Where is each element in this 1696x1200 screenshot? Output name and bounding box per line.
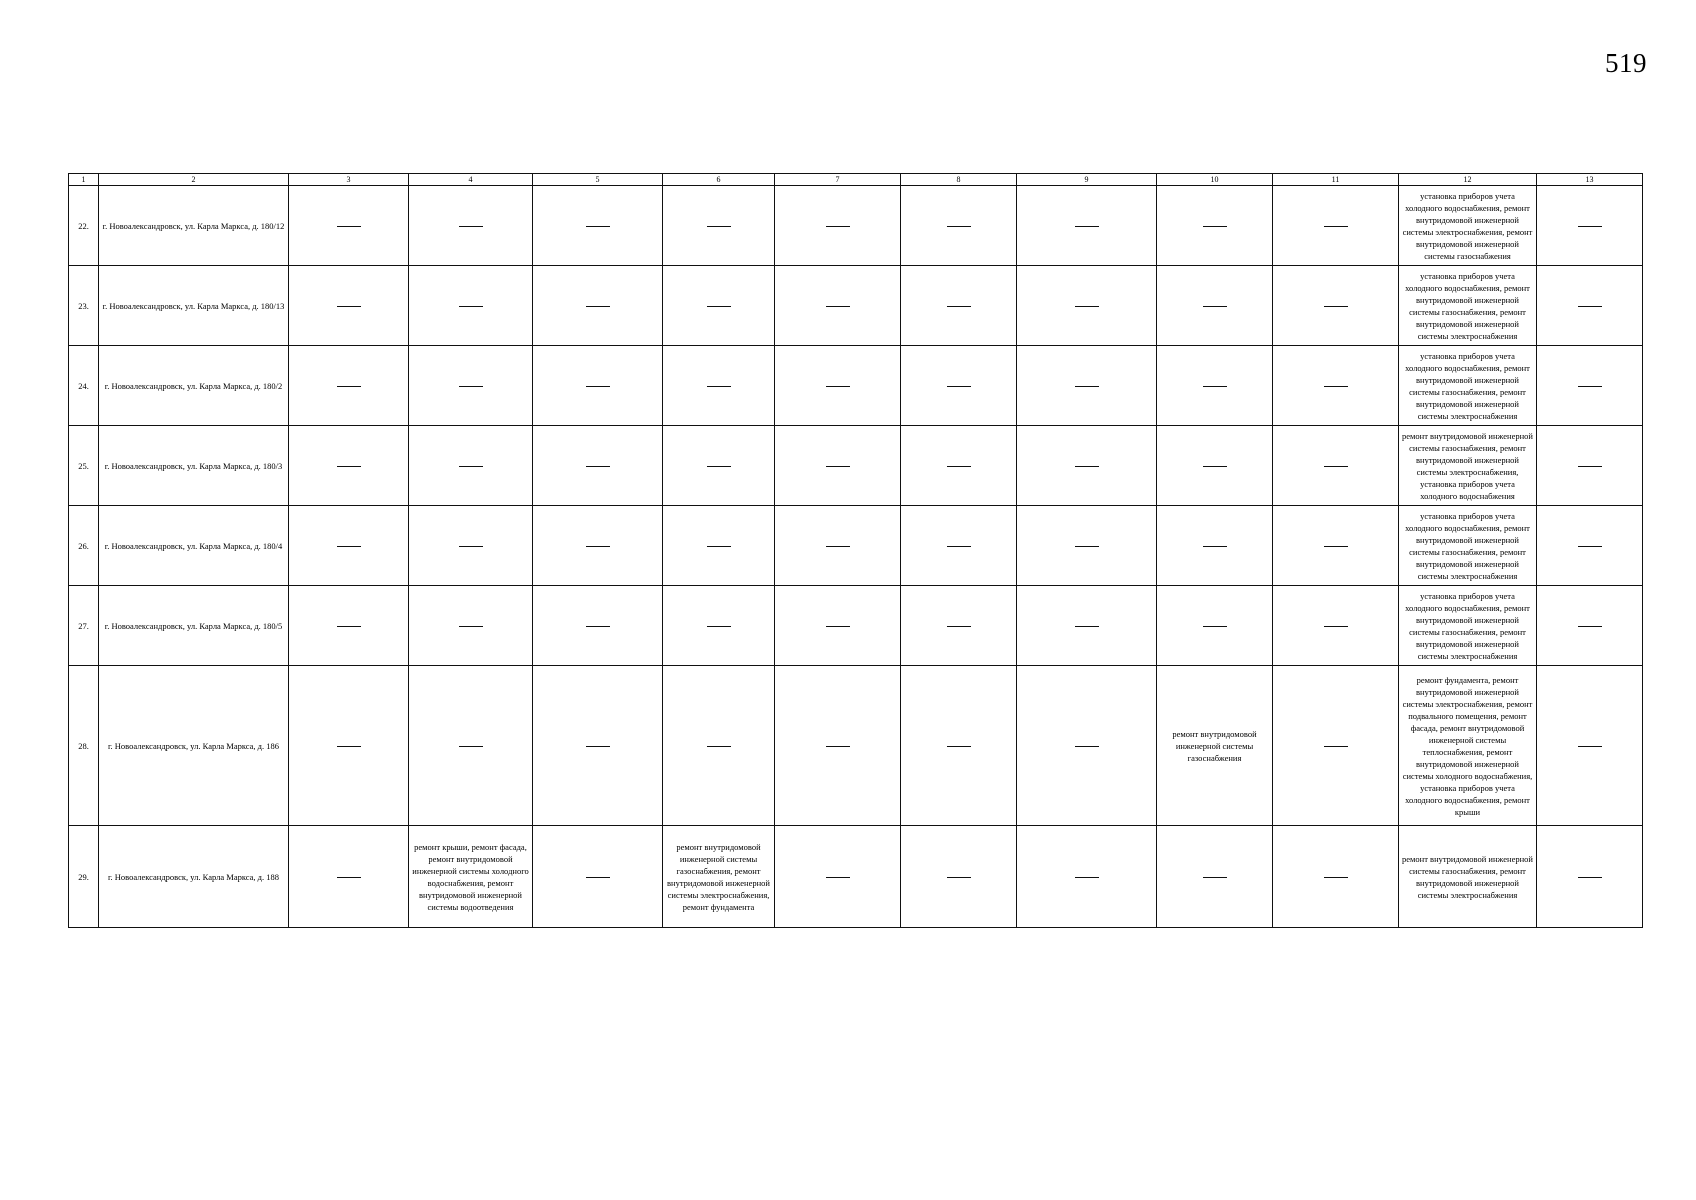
cell-text: ремонт внутридомовой инженерной системы газоснабжения (1172, 728, 1257, 763)
dash-mark (1075, 226, 1099, 227)
dash-mark (1203, 226, 1227, 227)
dash-mark (337, 226, 361, 227)
cell-col-10 (1157, 586, 1273, 666)
row-address: г. Новоалександровск, ул. Карла Маркса, д. 180/2 (99, 346, 289, 426)
cell-col-10 (1157, 506, 1273, 586)
cell-col-5 (533, 826, 663, 928)
cell-col-5 (533, 186, 663, 266)
dash-mark (1203, 386, 1227, 387)
cell-text: ремонт внутридомовой инженерной системы газоснабжения, ремонт внутридомовой инженерной системы электроснабжения (1402, 853, 1533, 900)
cell-col-4 (409, 586, 533, 666)
dash-mark (459, 386, 483, 387)
cell-col-7 (775, 666, 901, 826)
cell-col-6 (663, 826, 775, 928)
dash-mark (1075, 626, 1099, 627)
cell-col-9 (1017, 346, 1157, 426)
header-col-7: 7 (775, 174, 901, 186)
row-address: г. Новоалександровск, ул. Карла Маркса, д. 180/3 (99, 426, 289, 506)
cell-text: установка приборов учета холодного водоснабжения, ремонт внутридомовой инженерной системы электроснабжения, ремонт внутридомовой инженерной системы газоснабжения (1402, 190, 1533, 261)
cell-col-8 (901, 666, 1017, 826)
cell-col-7 (775, 266, 901, 346)
header-col-4: 4 (409, 174, 533, 186)
cell-col-3 (289, 186, 409, 266)
cell-col-7 (775, 586, 901, 666)
cell-col-3 (289, 426, 409, 506)
dash-mark (1578, 226, 1602, 227)
dash-mark (337, 746, 361, 747)
dash-mark (826, 546, 850, 547)
table-row (69, 426, 1643, 506)
dash-mark (707, 226, 731, 227)
row-number: 22. (69, 186, 99, 266)
table-row (69, 266, 1643, 346)
dash-mark (1324, 546, 1348, 547)
cell-col-3 (289, 826, 409, 928)
dash-mark (707, 626, 731, 627)
cell-col-12 (1399, 826, 1537, 928)
cell-col-9 (1017, 666, 1157, 826)
cell-col-10 (1157, 666, 1273, 826)
row-address: г. Новоалександровск, ул. Карла Маркса, д. 180/13 (99, 266, 289, 346)
dash-mark (337, 546, 361, 547)
cell-col-8 (901, 826, 1017, 928)
row-address: г. Новоалександровск, ул. Карла Маркса, д. 188 (99, 826, 289, 928)
cell-col-13 (1537, 426, 1643, 506)
header-col-3: 3 (289, 174, 409, 186)
dash-mark (1578, 386, 1602, 387)
dash-mark (1324, 466, 1348, 467)
dash-mark (1203, 626, 1227, 627)
dash-mark (1578, 546, 1602, 547)
header-col-11: 11 (1273, 174, 1399, 186)
dash-mark (1203, 877, 1227, 878)
cell-col-10 (1157, 426, 1273, 506)
dash-mark (459, 546, 483, 547)
cell-col-6 (663, 506, 775, 586)
cell-col-4 (409, 666, 533, 826)
dash-mark (826, 226, 850, 227)
dash-mark (1324, 386, 1348, 387)
cell-col-7 (775, 186, 901, 266)
cell-text: ремонт внутридомовой инженерной системы газоснабжения, ремонт внутридомовой инженерной системы электроснабжения, установка приборов учета холодного водоснабжения (1402, 430, 1533, 501)
cell-col-6 (663, 346, 775, 426)
cell-col-10 (1157, 346, 1273, 426)
dash-mark (1075, 306, 1099, 307)
row-number: 25. (69, 426, 99, 506)
row-number: 24. (69, 346, 99, 426)
cell-col-4 (409, 826, 533, 928)
cell-col-4 (409, 506, 533, 586)
dash-mark (1578, 746, 1602, 747)
cell-col-6 (663, 666, 775, 826)
row-address: г. Новоалександровск, ул. Карла Маркса, д. 180/12 (99, 186, 289, 266)
dash-mark (947, 746, 971, 747)
dash-mark (586, 306, 610, 307)
header-col-12: 12 (1399, 174, 1537, 186)
dash-mark (586, 546, 610, 547)
cell-col-10 (1157, 826, 1273, 928)
dash-mark (586, 386, 610, 387)
table-row (69, 666, 1643, 826)
cell-col-3 (289, 506, 409, 586)
cell-col-13 (1537, 586, 1643, 666)
dash-mark (337, 306, 361, 307)
cell-col-3 (289, 586, 409, 666)
dash-mark (337, 626, 361, 627)
dash-mark (337, 386, 361, 387)
dash-mark (1324, 626, 1348, 627)
cell-text: установка приборов учета холодного водоснабжения, ремонт внутридомовой инженерной системы газоснабжения, ремонт внутридомовой инженерной системы электроснабжения (1405, 270, 1530, 341)
dash-mark (459, 746, 483, 747)
cell-col-12 (1399, 266, 1537, 346)
cell-col-11 (1273, 826, 1399, 928)
dash-mark (707, 546, 731, 547)
cell-col-9 (1017, 266, 1157, 346)
dash-mark (826, 626, 850, 627)
table-row (69, 506, 1643, 586)
cell-col-3 (289, 346, 409, 426)
dash-mark (1578, 626, 1602, 627)
dash-mark (337, 877, 361, 878)
dash-mark (459, 226, 483, 227)
dash-mark (947, 546, 971, 547)
cell-col-11 (1273, 426, 1399, 506)
dash-mark (826, 386, 850, 387)
row-number: 26. (69, 506, 99, 586)
cell-col-11 (1273, 506, 1399, 586)
cell-text: установка приборов учета холодного водоснабжения, ремонт внутридомовой инженерной системы газоснабжения, ремонт внутридомовой инженерной системы электроснабжения (1405, 590, 1530, 661)
dash-mark (1075, 877, 1099, 878)
dash-mark (1075, 466, 1099, 467)
row-number: 27. (69, 586, 99, 666)
header-row (69, 174, 1643, 186)
cell-col-8 (901, 266, 1017, 346)
cell-col-6 (663, 266, 775, 346)
dash-mark (1075, 386, 1099, 387)
cell-col-6 (663, 426, 775, 506)
cell-col-13 (1537, 826, 1643, 928)
header-col-10: 10 (1157, 174, 1273, 186)
table-row (69, 346, 1643, 426)
dash-mark (586, 226, 610, 227)
cell-text: установка приборов учета холодного водоснабжения, ремонт внутридомовой инженерной системы газоснабжения, ремонт внутридомовой инженерной системы электроснабжения (1405, 510, 1530, 581)
cell-col-8 (901, 346, 1017, 426)
cell-col-12 (1399, 426, 1537, 506)
table-row (69, 826, 1643, 928)
cell-text: ремонт фундамента, ремонт внутридомовой инженерной системы электроснабжения, ремонт подвального помещения, ремонт фасада, ремонт внутридомовой инженерной системы теплоснабжения, ремонт внутридомовой инженерной системы холодного водоснабжения, установка приборов учета холодного водоснабжения, ремонт крыши (1402, 674, 1533, 817)
cell-col-7 (775, 826, 901, 928)
cell-col-4 (409, 346, 533, 426)
table-row (69, 586, 1643, 666)
cell-col-9 (1017, 826, 1157, 928)
dash-mark (1203, 306, 1227, 307)
header-col-9: 9 (1017, 174, 1157, 186)
cell-col-13 (1537, 186, 1643, 266)
dash-mark (459, 466, 483, 467)
cell-col-12 (1399, 666, 1537, 826)
cell-col-8 (901, 506, 1017, 586)
header-col-6: 6 (663, 174, 775, 186)
cell-col-7 (775, 506, 901, 586)
dash-mark (707, 746, 731, 747)
dash-mark (459, 626, 483, 627)
row-number: 23. (69, 266, 99, 346)
header-col-8: 8 (901, 174, 1017, 186)
cell-col-7 (775, 346, 901, 426)
cell-col-9 (1017, 426, 1157, 506)
cell-col-9 (1017, 186, 1157, 266)
dash-mark (1578, 466, 1602, 467)
cell-text: ремонт внутридомовой инженерной системы газоснабжения, ремонт внутридомовой инженерной системы электроснабжения, ремонт фундамента (667, 841, 770, 912)
cell-col-5 (533, 266, 663, 346)
dash-mark (586, 626, 610, 627)
cell-col-12 (1399, 346, 1537, 426)
cell-text: установка приборов учета холодного водоснабжения, ремонт внутридомовой инженерной системы газоснабжения, ремонт внутридомовой инженерной системы электроснабжения (1405, 350, 1530, 421)
cell-col-13 (1537, 506, 1643, 586)
dash-mark (947, 306, 971, 307)
dash-mark (826, 877, 850, 878)
cell-col-9 (1017, 506, 1157, 586)
dash-mark (337, 466, 361, 467)
cell-col-5 (533, 426, 663, 506)
dash-mark (1075, 746, 1099, 747)
dash-mark (586, 746, 610, 747)
row-address: г. Новоалександровск, ул. Карла Маркса, д. 180/4 (99, 506, 289, 586)
header-col-5: 5 (533, 174, 663, 186)
dash-mark (947, 226, 971, 227)
dash-mark (826, 746, 850, 747)
cell-col-10 (1157, 266, 1273, 346)
dash-mark (586, 877, 610, 878)
dash-mark (826, 306, 850, 307)
page-number: 519 (1605, 48, 1647, 78)
dash-mark (947, 626, 971, 627)
cell-col-12 (1399, 586, 1537, 666)
cell-col-8 (901, 586, 1017, 666)
row-number: 28. (69, 666, 99, 826)
cell-col-6 (663, 586, 775, 666)
row-number: 29. (69, 826, 99, 928)
cell-col-3 (289, 666, 409, 826)
dash-mark (1324, 226, 1348, 227)
cell-text: ремонт крыши, ремонт фасада, ремонт внутридомовой инженерной системы холодного водоснабжения, ремонт внутридомовой инженерной системы водоотведения (412, 841, 529, 912)
cell-col-13 (1537, 666, 1643, 826)
dash-mark (707, 466, 731, 467)
cell-col-12 (1399, 186, 1537, 266)
header-col-1: 1 (69, 174, 99, 186)
cell-col-4 (409, 426, 533, 506)
dash-mark (1324, 746, 1348, 747)
cell-col-5 (533, 506, 663, 586)
cell-col-8 (901, 426, 1017, 506)
cell-col-9 (1017, 586, 1157, 666)
cell-col-5 (533, 666, 663, 826)
cell-col-7 (775, 426, 901, 506)
dash-mark (1324, 306, 1348, 307)
row-address: г. Новоалександровск, ул. Карла Маркса, д. 186 (99, 666, 289, 826)
dash-mark (1578, 306, 1602, 307)
header-col-2: 2 (99, 174, 289, 186)
cell-col-8 (901, 186, 1017, 266)
dash-mark (1324, 877, 1348, 878)
dash-mark (586, 466, 610, 467)
dash-mark (1075, 546, 1099, 547)
cell-col-11 (1273, 346, 1399, 426)
dash-mark (1203, 546, 1227, 547)
dash-mark (707, 386, 731, 387)
dash-mark (947, 877, 971, 878)
dash-mark (947, 386, 971, 387)
cell-col-13 (1537, 266, 1643, 346)
dash-mark (459, 306, 483, 307)
header-col-13: 13 (1537, 174, 1643, 186)
dash-mark (1203, 466, 1227, 467)
row-address: г. Новоалександровск, ул. Карла Маркса, д. 180/5 (99, 586, 289, 666)
works-table (68, 173, 1643, 928)
cell-col-5 (533, 346, 663, 426)
cell-col-5 (533, 586, 663, 666)
cell-col-11 (1273, 266, 1399, 346)
cell-col-11 (1273, 586, 1399, 666)
cell-col-10 (1157, 186, 1273, 266)
dash-mark (1578, 877, 1602, 878)
dash-mark (826, 466, 850, 467)
cell-col-11 (1273, 666, 1399, 826)
cell-col-6 (663, 186, 775, 266)
dash-mark (707, 306, 731, 307)
cell-col-3 (289, 266, 409, 346)
cell-col-11 (1273, 186, 1399, 266)
cell-col-4 (409, 266, 533, 346)
cell-col-4 (409, 186, 533, 266)
table-row (69, 186, 1643, 266)
cell-col-13 (1537, 346, 1643, 426)
dash-mark (947, 466, 971, 467)
cell-col-12 (1399, 506, 1537, 586)
